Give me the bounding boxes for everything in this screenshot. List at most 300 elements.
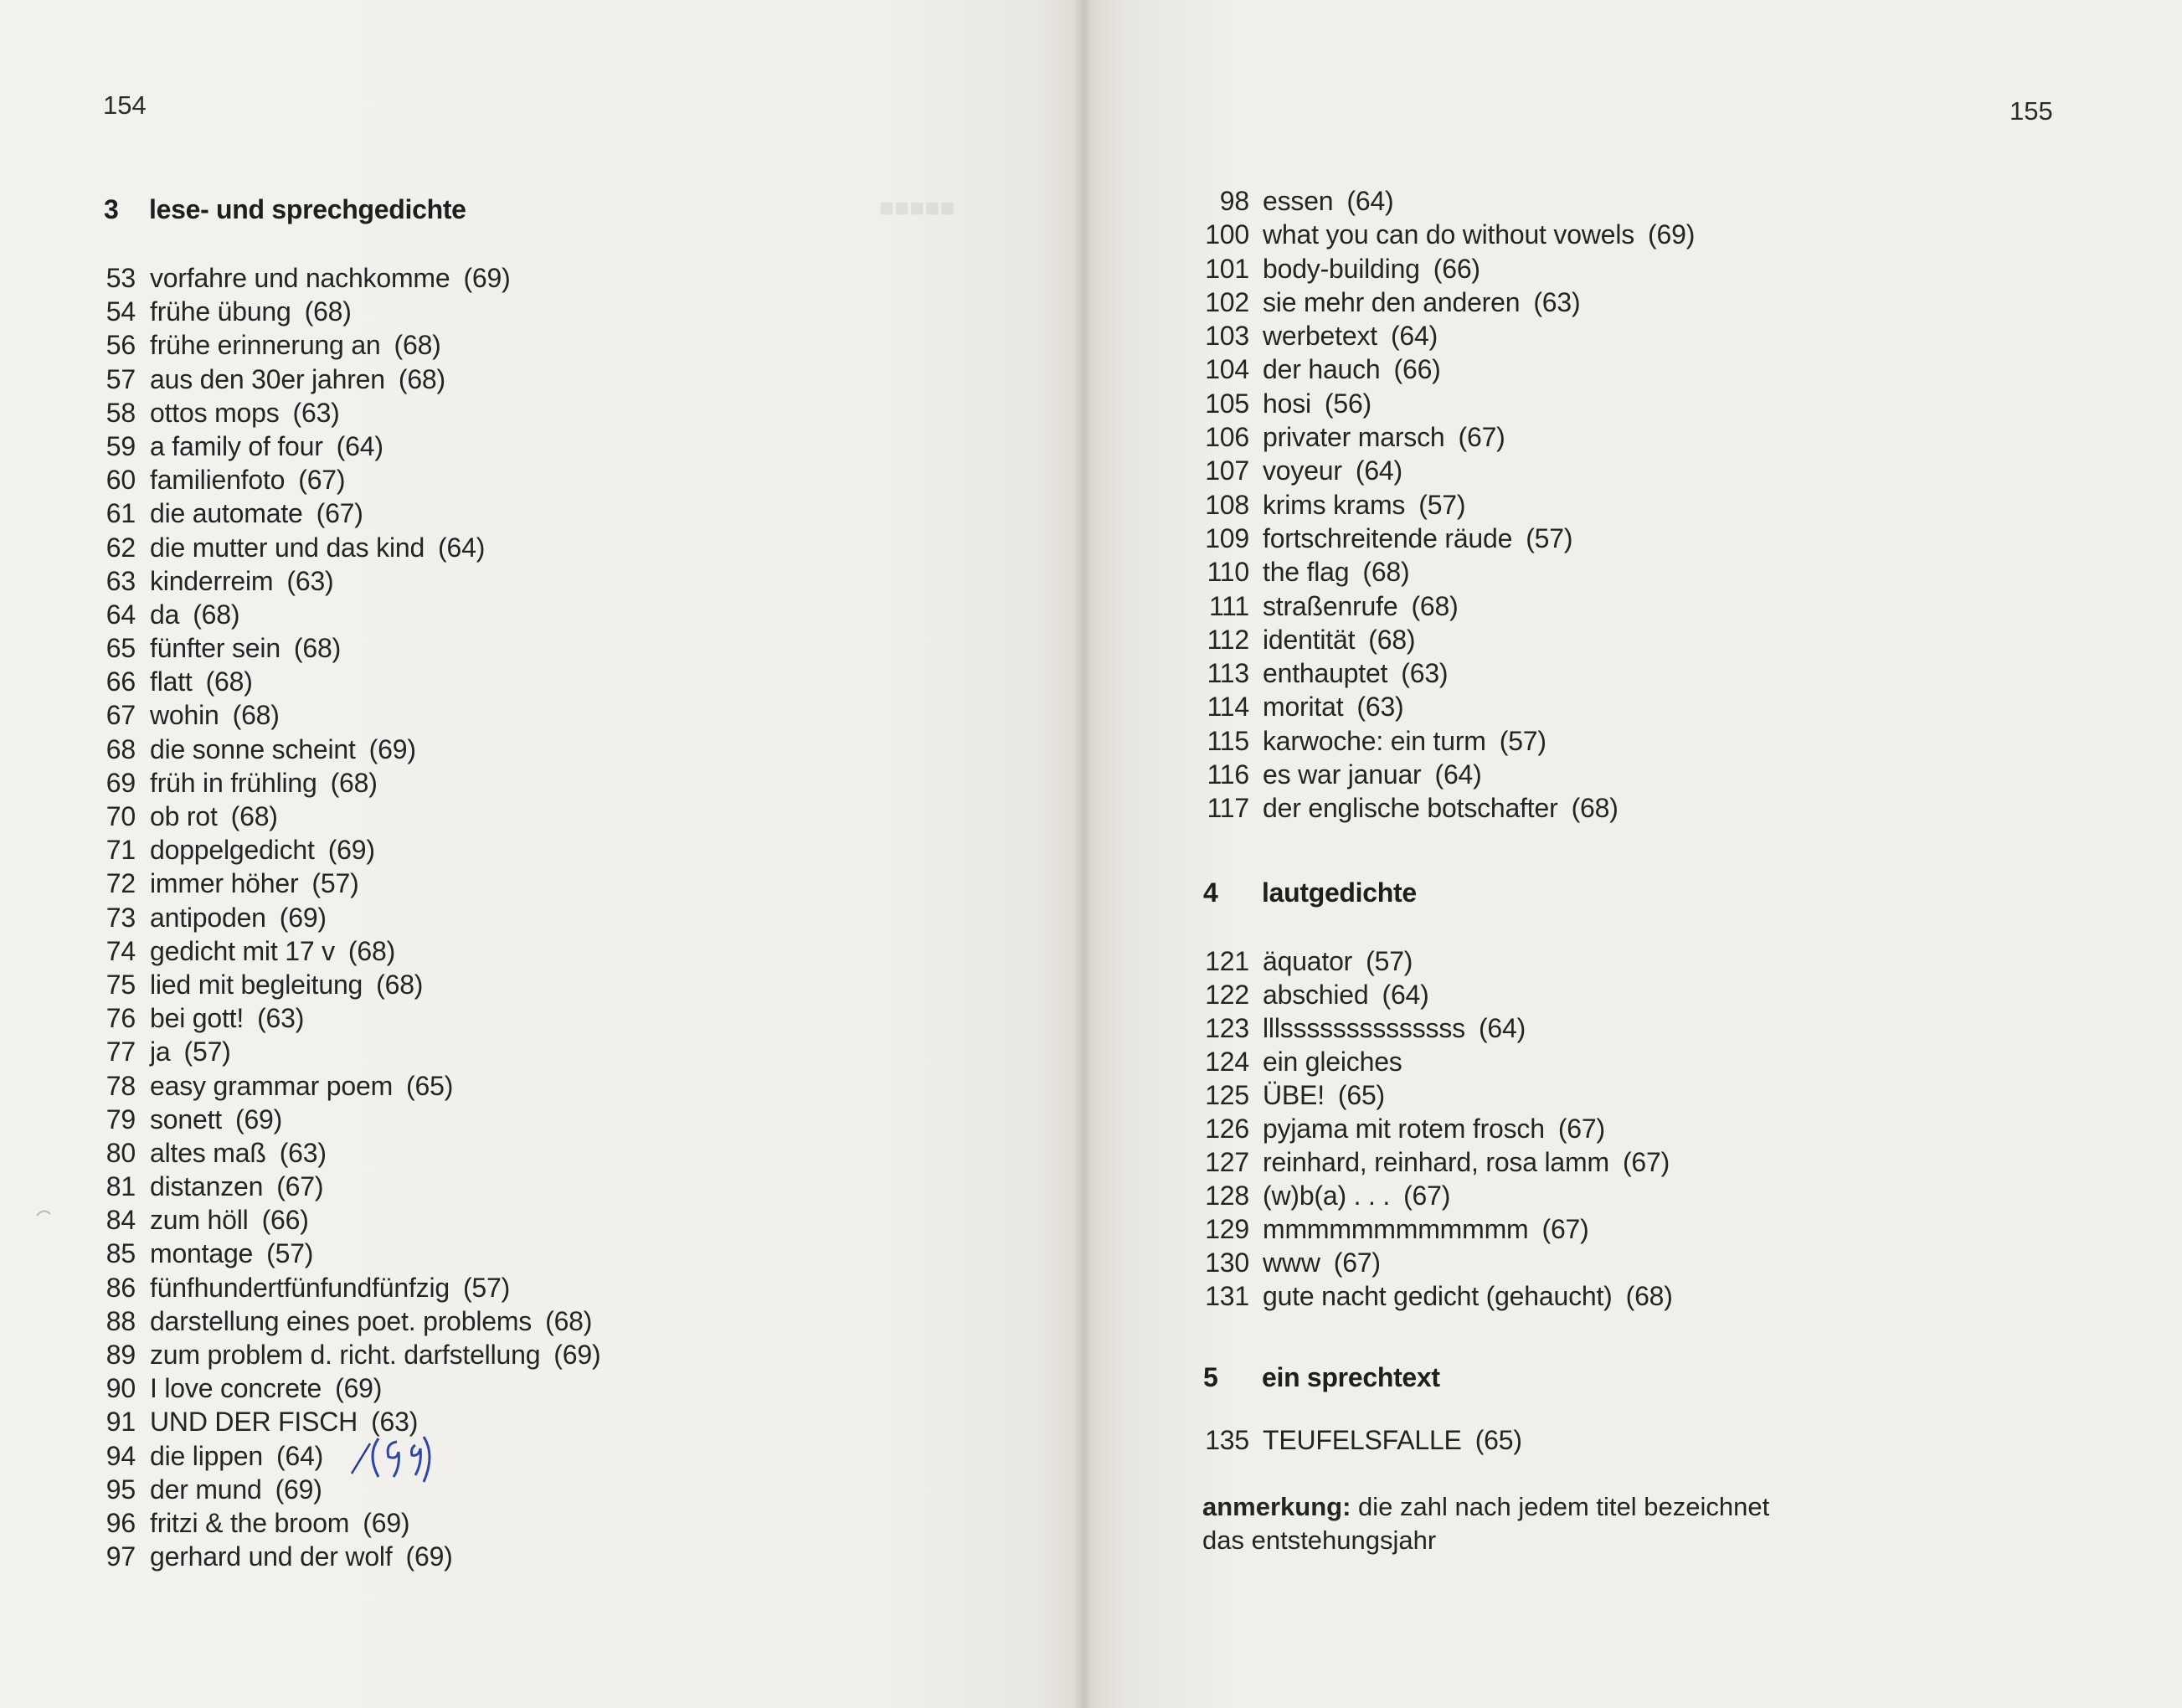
entry-year: (64) — [1478, 1013, 1526, 1043]
entry-title-text: doppelgedicht — [150, 835, 315, 866]
contents-entry — [1202, 589, 1872, 623]
entry-title — [150, 934, 395, 968]
contents-entry — [104, 1001, 690, 1035]
entry-title — [150, 631, 341, 665]
entry-year: (69) — [553, 1340, 601, 1370]
entry-title-text: fünfhundertfünfundfünfzig — [150, 1272, 450, 1303]
contents-entry — [1202, 1423, 1872, 1457]
entry-year: (67) — [1541, 1214, 1589, 1244]
entry-title — [150, 1001, 304, 1035]
entry-year: (65) — [1474, 1425, 1522, 1455]
entry-page-number: 88 — [105, 1305, 136, 1336]
entry-title-text: altes maß — [150, 1137, 266, 1168]
entry-title — [1263, 488, 1465, 522]
entry-page-number: 104 — [1205, 354, 1249, 385]
entry-title — [1263, 352, 1441, 386]
entry-page-number: 67 — [105, 700, 136, 731]
contents-entry — [1202, 1078, 1872, 1112]
entry-title-text: äquator — [1263, 946, 1353, 976]
note-label: anmerkung: — [1202, 1492, 1351, 1521]
section-title: ein sprechtext — [1262, 1362, 1440, 1392]
entry-title — [150, 396, 340, 430]
contents-entry — [1202, 488, 1872, 522]
contents-entry — [104, 564, 690, 598]
entry-year: (69) — [275, 1474, 322, 1505]
contents-entry — [104, 1540, 690, 1573]
entry-title-text: es war januar — [1263, 759, 1422, 790]
entry-title-text: what you can do without vowels — [1263, 219, 1635, 250]
entry-title-text: reinhard, reinhard, rosa lamm — [1263, 1147, 1609, 1177]
entry-year: (64) — [1355, 455, 1402, 486]
entry-year: (65) — [1337, 1080, 1385, 1110]
contents-entry — [104, 1271, 690, 1304]
entry-title — [150, 1103, 282, 1136]
entry-page-number: 106 — [1205, 422, 1249, 453]
entry-year: (68) — [232, 700, 280, 731]
contents-entry — [104, 698, 690, 732]
entry-year: (69) — [405, 1541, 453, 1572]
entry-title — [150, 766, 378, 800]
entry-page-number: 103 — [1205, 321, 1249, 352]
entry-title — [150, 295, 352, 328]
entry-title-text: die sonne scheint — [150, 733, 356, 764]
contents-entry — [104, 598, 690, 631]
contents-entry — [1202, 656, 1872, 690]
entry-year: (66) — [261, 1205, 309, 1236]
entry-year: (63) — [371, 1407, 419, 1438]
entry-title-text: sie mehr den anderen — [1263, 286, 1521, 317]
entry-year: (68) — [293, 633, 342, 664]
entry-title — [1263, 1423, 1522, 1457]
contents-entry — [104, 261, 690, 295]
entry-title-text: ob rot — [150, 801, 218, 831]
entry-page-number: 56 — [105, 330, 136, 361]
entry-title — [1263, 184, 1394, 218]
contents-entry — [1202, 1112, 1872, 1145]
entry-title — [150, 1170, 323, 1203]
contents-entry — [104, 1203, 690, 1237]
contents-entry — [1202, 1246, 1872, 1279]
entry-title — [150, 800, 278, 833]
entry-year: (68) — [1368, 624, 1416, 655]
entry-page-number: 57 — [105, 363, 136, 394]
entry-year: (57) — [183, 1037, 231, 1068]
entry-title — [150, 1136, 327, 1170]
entry-page-number: 84 — [105, 1205, 136, 1236]
entry-title — [150, 1069, 453, 1103]
entry-title-text: fortschreitende räude — [1263, 522, 1513, 553]
entry-year: (68) — [347, 935, 396, 966]
entry-title-text: gerhard und der wolf — [150, 1541, 393, 1572]
contents-entry — [1202, 1279, 1872, 1313]
pencil-mark-icon — [33, 1204, 55, 1226]
entry-year: (67) — [1557, 1114, 1605, 1144]
entry-title — [1263, 791, 1618, 825]
entry-title-text: privater marsch — [1263, 422, 1445, 453]
entry-year: (68) — [1411, 590, 1459, 621]
contents-entry — [104, 496, 690, 530]
contents-entry — [1202, 1179, 1872, 1212]
entry-year: (57) — [1499, 725, 1546, 756]
entry-page-number: 60 — [105, 465, 136, 496]
entry-title — [150, 1304, 592, 1338]
entry-title-text: der mund — [150, 1474, 262, 1505]
entry-title-text: lllssssssssssssss — [1263, 1013, 1465, 1043]
entry-title — [1263, 218, 1695, 251]
contents-entry — [1202, 978, 1872, 1011]
entry-year: (68) — [330, 767, 378, 798]
contents-entry — [104, 1103, 690, 1136]
entry-title-text: sonett — [150, 1104, 222, 1134]
entry-year: (64) — [336, 430, 383, 461]
entry-page-number: 97 — [105, 1541, 136, 1572]
entry-title — [150, 1473, 322, 1506]
entry-page-number: 68 — [105, 733, 136, 764]
entry-title — [150, 733, 416, 766]
contents-entry — [104, 363, 690, 396]
entry-title — [1263, 454, 1402, 487]
entry-page-number: 91 — [105, 1407, 136, 1438]
entry-page-number: 109 — [1205, 522, 1249, 553]
entry-page-number: 100 — [1205, 219, 1249, 250]
entry-page-number: 128 — [1205, 1181, 1249, 1211]
entry-title-text: moritat — [1263, 692, 1344, 723]
entry-title — [150, 328, 441, 362]
entry-title — [1263, 944, 1413, 978]
entry-title — [150, 531, 485, 564]
entry-title — [1263, 252, 1480, 286]
entry-page-number: 79 — [105, 1104, 136, 1134]
entry-year: (67) — [298, 465, 346, 496]
entry-title — [1263, 555, 1409, 589]
entry-title-text: frühe übung — [150, 296, 291, 327]
contents-entry — [104, 1035, 690, 1068]
entry-page-number: 94 — [105, 1440, 136, 1471]
entry-title-text: aus den 30er jahren — [150, 363, 385, 394]
entry-page-number: 74 — [105, 935, 136, 966]
contents-entry — [104, 1371, 690, 1405]
entry-year: (56) — [1324, 388, 1372, 419]
entry-title — [1263, 1179, 1450, 1212]
entry-title — [150, 968, 423, 1001]
contents-entry — [104, 631, 690, 665]
entry-title — [150, 698, 280, 732]
entry-year: (68) — [1625, 1281, 1673, 1311]
entry-title-text: TEUFELSFALLE — [1263, 1425, 1462, 1455]
contents-entry — [104, 1170, 690, 1203]
entry-title-text: ottos mops — [150, 397, 280, 428]
entry-year: (57) — [1366, 946, 1413, 976]
entry-title — [1263, 286, 1580, 319]
entry-title-text: UND DER FISCH — [150, 1407, 358, 1438]
contents-entry — [1202, 319, 1872, 352]
entry-page-number: 127 — [1205, 1147, 1249, 1177]
entry-year: (64) — [438, 532, 486, 563]
entry-year: (57) — [1526, 522, 1573, 553]
entry-year: (63) — [279, 1137, 327, 1168]
entry-page-number: 111 — [1208, 590, 1249, 621]
entry-page-number: 63 — [105, 565, 136, 596]
entry-title-text: www — [1263, 1248, 1320, 1278]
entry-year: (57) — [311, 868, 359, 899]
entry-title — [150, 1371, 382, 1405]
entry-page-number: 122 — [1205, 980, 1249, 1010]
entry-title — [150, 463, 345, 496]
entry-title — [150, 1439, 323, 1473]
entry-page-number: 121 — [1205, 946, 1249, 976]
entry-title — [1263, 319, 1438, 352]
entry-year: (66) — [1393, 354, 1441, 385]
entry-year: (68) — [193, 599, 240, 630]
entry-title — [1263, 690, 1404, 723]
entry-title — [1263, 1112, 1605, 1145]
entry-page-number: 96 — [105, 1507, 136, 1538]
contents-entry — [1202, 454, 1872, 487]
entry-year: (57) — [266, 1238, 314, 1269]
entry-title-text: abschied — [1263, 980, 1369, 1010]
entry-year: (63) — [286, 565, 334, 596]
contents-entry — [104, 430, 690, 463]
entry-year: (69) — [363, 1507, 410, 1538]
entry-year: (69) — [463, 263, 511, 293]
contents-entry — [1202, 420, 1872, 454]
entry-year: (69) — [327, 835, 375, 866]
entry-year: (67) — [1622, 1147, 1670, 1177]
entry-title-text: werbetext — [1263, 321, 1377, 352]
entry-page-number: 65 — [105, 633, 136, 664]
entry-title-text: the flag — [1263, 557, 1350, 588]
contents-entry — [1202, 758, 1872, 791]
entry-page-number: 71 — [105, 835, 136, 866]
entry-page-number: 73 — [105, 902, 136, 933]
entry-year: (57) — [462, 1272, 511, 1303]
entry-title-text: kinderreim — [150, 565, 274, 596]
entry-page-number: 105 — [1205, 388, 1249, 419]
entry-title — [150, 1506, 409, 1540]
contents-entry — [104, 1136, 690, 1170]
entry-page-number: 72 — [105, 868, 136, 899]
entry-title-text: flatt — [150, 666, 193, 697]
entry-title-text: ÜBE! — [1263, 1080, 1325, 1110]
entry-year: (63) — [257, 1003, 305, 1034]
contents-entry — [104, 934, 690, 968]
entry-title-text: body-building — [1263, 253, 1420, 284]
entry-year: (69) — [234, 1104, 283, 1134]
contents-entry — [104, 665, 690, 698]
entry-title-text: straßenrufe — [1263, 590, 1398, 621]
entry-year: (66) — [1433, 253, 1480, 284]
entry-year: (64) — [1346, 186, 1394, 216]
entry-title-text: ein gleiches — [1263, 1047, 1402, 1077]
entry-year: (67) — [1458, 422, 1505, 453]
contents-entry — [1202, 555, 1872, 589]
contents-entry — [1202, 791, 1872, 825]
entry-title-text: gedicht mit 17 v — [150, 935, 335, 966]
entry-title-text: früh in frühling — [150, 767, 317, 798]
entry-page-number: 113 — [1207, 658, 1249, 689]
entry-title — [1263, 758, 1482, 791]
contents-list-section-5 — [1202, 1423, 1872, 1457]
contents-entry — [104, 1237, 690, 1270]
entry-page-number: 75 — [105, 969, 136, 1000]
entry-title — [1263, 978, 1429, 1011]
entry-title-text: karwoche: ein turm — [1263, 725, 1486, 756]
contents-entry — [104, 295, 690, 328]
entry-year: (68) — [230, 801, 278, 831]
entry-page-number: 62 — [105, 532, 136, 563]
entry-page-number: 95 — [105, 1474, 136, 1505]
contents-entry — [104, 396, 690, 430]
entry-page-number: 76 — [105, 1003, 136, 1034]
entry-year: (68) — [394, 330, 441, 361]
contents-entry — [104, 766, 690, 800]
entry-title-text: krims krams — [1263, 489, 1406, 520]
contents-entry — [104, 1069, 690, 1103]
entry-year: (68) — [1571, 793, 1618, 824]
entry-year: (69) — [368, 733, 416, 764]
entry-title — [1263, 1279, 1673, 1313]
entry-title — [150, 496, 363, 530]
entry-title — [150, 1338, 600, 1371]
entry-title — [150, 901, 327, 934]
entry-title-text: familienfoto — [150, 465, 286, 496]
entry-title-text: ja — [150, 1037, 171, 1068]
contents-entry — [1202, 1212, 1872, 1246]
note-text: die zahl nach jedem titel bezeichnet das entstehungsjahr — [1202, 1492, 1770, 1555]
book-gutter — [1074, 0, 1093, 1708]
entry-title-text: hosi — [1263, 388, 1311, 419]
entry-title — [1263, 387, 1371, 420]
contents-entry — [1202, 1011, 1872, 1045]
entry-year: (63) — [1401, 658, 1449, 689]
section-number: 3 — [104, 194, 119, 224]
show-through-text: ■■■■■ — [879, 194, 955, 222]
entry-title-text: (w)b(a) . . . — [1263, 1181, 1391, 1211]
entry-page-number: 126 — [1205, 1114, 1249, 1144]
entry-title — [150, 1035, 231, 1068]
entry-year: (69) — [1648, 219, 1696, 250]
contents-entry — [104, 1506, 690, 1540]
entry-title — [150, 1203, 309, 1237]
contents-entry — [1202, 387, 1872, 420]
entry-page-number: 53 — [105, 263, 136, 293]
entry-page-number: 125 — [1205, 1080, 1249, 1110]
entry-year: (65) — [406, 1070, 454, 1101]
entry-title-text: montage — [150, 1238, 254, 1269]
entry-title-text: easy grammar poem — [150, 1070, 394, 1101]
entry-title — [1263, 1145, 1670, 1179]
entry-page-number: 86 — [105, 1272, 136, 1303]
contents-entry — [1202, 690, 1872, 723]
entry-title-text: I love concrete — [150, 1373, 322, 1404]
entry-page-number: 85 — [105, 1238, 136, 1269]
entry-year: (63) — [1533, 286, 1581, 317]
entry-year: (67) — [276, 1171, 324, 1202]
entry-page-number: 110 — [1207, 557, 1249, 588]
entry-page-number: 129 — [1205, 1214, 1249, 1244]
entry-year: (68) — [1362, 557, 1410, 588]
entry-page-number: 115 — [1207, 725, 1249, 756]
entry-page-number: 116 — [1207, 759, 1249, 790]
contents-entry — [1202, 944, 1872, 978]
entry-page-number: 77 — [105, 1037, 136, 1068]
contents-entry — [104, 867, 690, 900]
entry-year: (69) — [335, 1373, 383, 1404]
entry-title-text: essen — [1263, 186, 1334, 216]
entry-title-text: fünfter sein — [150, 633, 280, 664]
entry-page-number: 70 — [105, 801, 136, 831]
contents-list-section-4 — [1202, 944, 1872, 1313]
entry-page-number: 131 — [1205, 1281, 1249, 1311]
entry-page-number: 98 — [1219, 186, 1249, 216]
entry-title-text: pyjama mit rotem frosch — [1263, 1114, 1545, 1144]
entry-title — [150, 1540, 453, 1573]
section-title: lautgedichte — [1262, 877, 1417, 908]
entry-year: (68) — [376, 969, 424, 1000]
entry-page-number: 107 — [1205, 455, 1249, 486]
entry-title — [1263, 1078, 1385, 1112]
entry-title-text: die lippen — [150, 1440, 264, 1471]
contents-entry — [1202, 623, 1872, 656]
contents-entry — [104, 968, 690, 1001]
entry-year: (64) — [276, 1440, 324, 1471]
entry-year: (68) — [205, 666, 253, 697]
entry-page-number: 124 — [1205, 1047, 1249, 1077]
entry-title-text: gute nacht gedicht (gehaucht) — [1263, 1281, 1613, 1311]
entry-page-number: 58 — [105, 397, 136, 428]
contents-entry — [104, 463, 690, 496]
entry-title-text: identität — [1263, 624, 1356, 655]
entry-title — [150, 261, 511, 295]
entry-year: (68) — [398, 363, 445, 394]
entry-title — [1263, 724, 1546, 758]
entry-title-text: die automate — [150, 498, 303, 529]
entry-page-number: 78 — [105, 1070, 136, 1101]
entry-title — [1263, 1246, 1381, 1279]
entry-page-number: 54 — [105, 296, 136, 327]
entry-year: (68) — [545, 1305, 593, 1336]
handwritten-correction-icon — [350, 1430, 434, 1489]
entry-title-text: der hauch — [1263, 354, 1381, 385]
entry-title — [1263, 420, 1505, 454]
contents-entry — [1202, 218, 1872, 251]
contents-entry — [104, 733, 690, 766]
entry-title-text: voyeur — [1263, 455, 1342, 486]
entry-year: (63) — [1356, 692, 1404, 723]
entry-page-number: 102 — [1205, 286, 1249, 317]
entry-page-number: 80 — [105, 1137, 136, 1168]
contents-entry — [104, 800, 690, 833]
entry-title — [150, 430, 383, 463]
contents-entry — [1202, 286, 1872, 319]
annotation-note — [1202, 1490, 1788, 1557]
entry-title-text: die mutter und das kind — [150, 532, 425, 563]
entry-title-text: antipoden — [150, 902, 266, 933]
entry-page-number: 90 — [105, 1373, 136, 1404]
section-title: lese- und sprechgedichte — [149, 194, 466, 224]
contents-entry — [104, 531, 690, 564]
entry-page-number: 123 — [1205, 1013, 1249, 1043]
entry-title-text: a family of four — [150, 430, 323, 461]
entry-title — [150, 867, 359, 900]
page-number-left: 154 — [103, 90, 147, 120]
entry-page-number: 135 — [1205, 1425, 1249, 1455]
entry-title-text: mmmmmmmmmmmm — [1263, 1214, 1529, 1244]
entry-title-text: fritzi & the broom — [150, 1507, 350, 1538]
entry-title-text: darstellung eines poet. problems — [150, 1305, 533, 1336]
contents-entry — [104, 1338, 690, 1371]
contents-list-right — [1202, 184, 1872, 826]
